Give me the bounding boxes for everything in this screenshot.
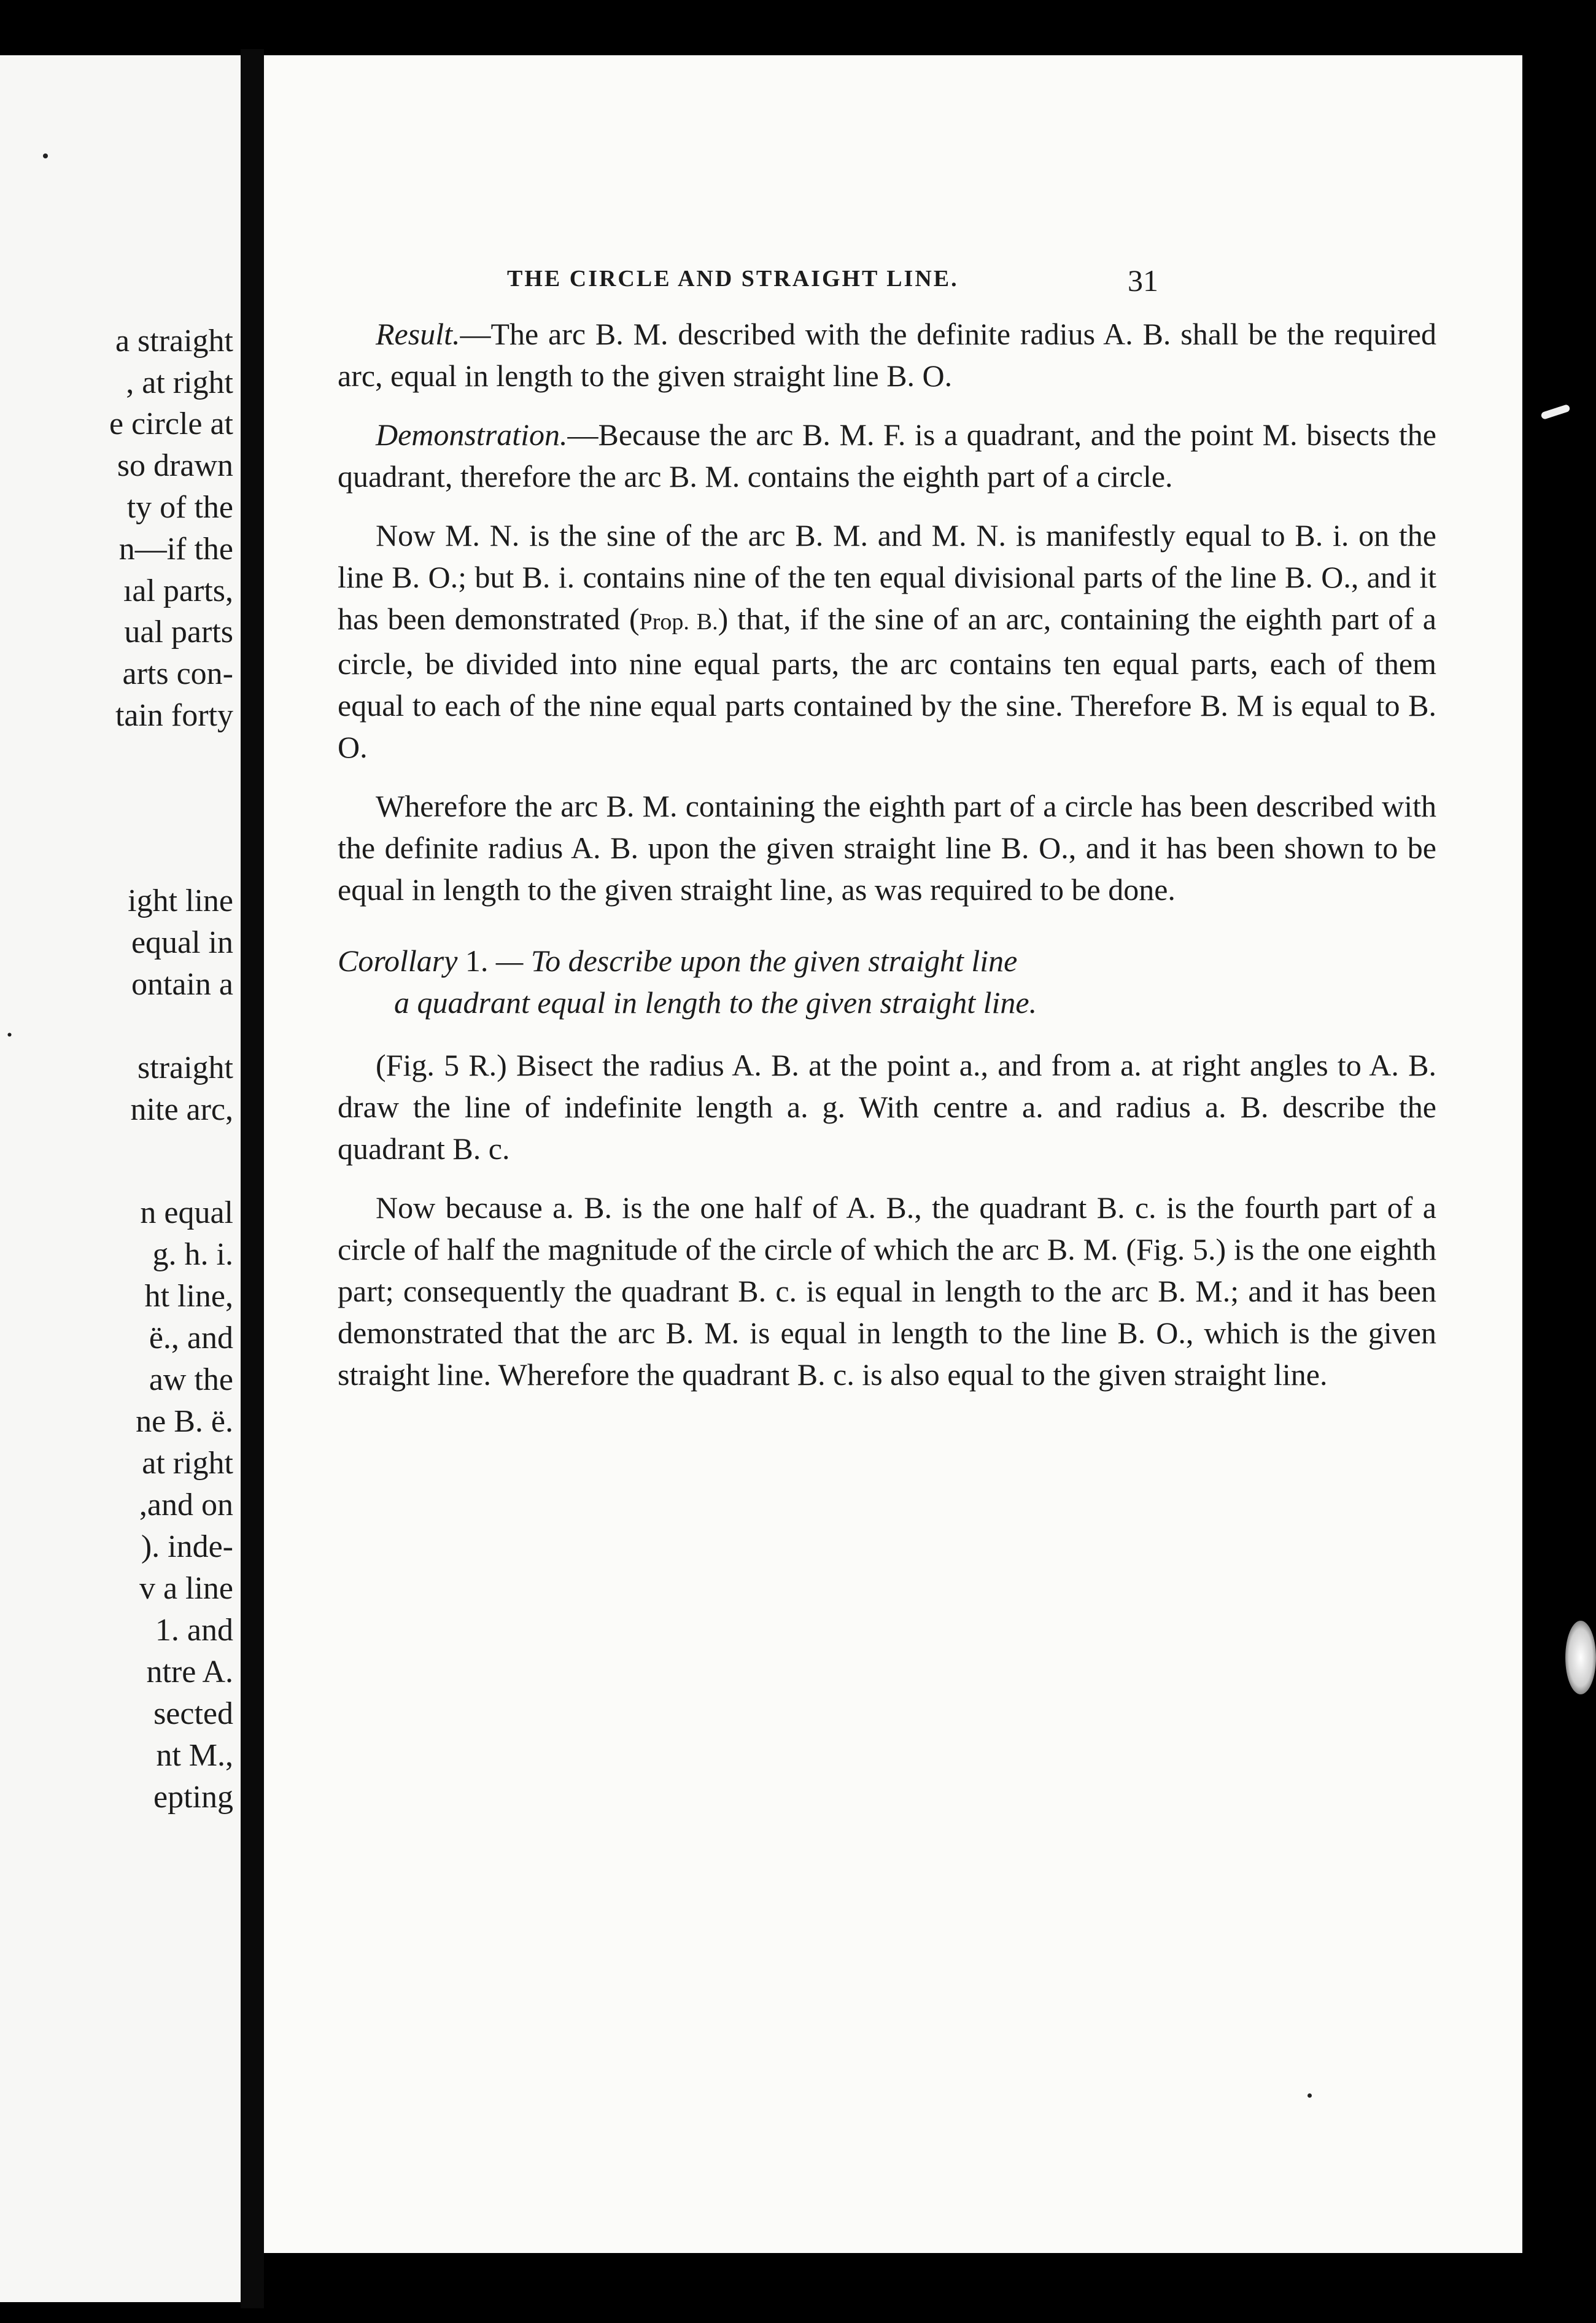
left-page-line: nt M., — [156, 1738, 233, 1773]
ink-speck — [43, 153, 48, 158]
left-page-line: n equal — [140, 1195, 233, 1230]
left-page-line: epting — [153, 1780, 233, 1815]
result-text: —The arc B. M. described with the definite radius A. B. shall be the required arc, equal in length to the given straight line B. O. — [338, 317, 1436, 393]
sine-paragraph — [338, 514, 1436, 768]
left-page-line: ight line — [128, 883, 233, 918]
left-page-line: ty of the — [126, 490, 233, 525]
left-page-line: ontain a — [131, 967, 233, 1002]
left-page-line: ıal parts, — [123, 573, 233, 608]
wherefore-paragraph: Wherefore the arc B. M. containing the eighth part of a circle has been described with the definite radius A. B. upon the given straight line B. O., and it has been shown to be equal in length to the given straight line, as was required to be done. — [338, 789, 1436, 907]
corollary-heading — [338, 940, 1436, 1023]
left-page-line: 1. and — [155, 1613, 233, 1648]
left-page-line: v a line — [139, 1571, 233, 1606]
left-page-line: straight — [138, 1050, 233, 1085]
corollary-label: Corollary — [338, 944, 458, 978]
left-page-line: . — [6, 1009, 14, 1044]
left-page-line: ). inde- — [141, 1529, 233, 1564]
left-page-line: ual parts — [124, 615, 233, 650]
figure-paragraph: (Fig. 5 R.) Bisect the radius A. B. at the point a., and from a. at right angles to A. B. draw the line of indefinite length a. g. With centre a. and radius a. B. describe the quadrant B. c. — [338, 1048, 1436, 1166]
book-page — [264, 55, 1522, 2253]
left-page-line: so drawn — [117, 448, 233, 483]
left-page-line: ë., and — [149, 1321, 233, 1355]
left-page-line: nite arc, — [130, 1092, 233, 1127]
page-number: 31 — [1128, 263, 1158, 298]
sine-paragraph-part1: Now M. N. is the sine of the arc B. M. and M. N. is manifestly equal to B. i. on the line B. O.; but B. i. contains nine of the ten equal divisional parts of the line B. O., and it has been demonstrated ( — [338, 518, 1436, 636]
left-page-line: , at right — [126, 365, 233, 400]
scan-speck — [1540, 404, 1570, 420]
left-page-line: a straight — [115, 324, 233, 359]
page-body — [338, 313, 1436, 1413]
left-page-line: equal in — [131, 925, 233, 960]
book-gutter — [241, 49, 264, 2308]
left-page-line: sected — [153, 1696, 233, 1731]
running-head: THE CIRCLE AND STRAIGHT LINE. — [507, 266, 959, 292]
left-page-line: ht line, — [144, 1279, 233, 1314]
left-page-line: ,and on — [139, 1487, 233, 1522]
left-page-line: n—if the — [118, 532, 233, 567]
left-page-line: tain forty — [115, 698, 233, 733]
left-page-line: ne B. ë. — [136, 1404, 233, 1439]
demonstration-paragraph — [338, 414, 1436, 497]
result-paragraph — [338, 313, 1436, 397]
left-page-line: g. h. i. — [152, 1237, 233, 1272]
proposition-reference: Prop. B. — [639, 609, 718, 635]
now-because-paragraph: Now because a. B. is the one half of A. B., the quadrant B. c. is the fourth part of a circle of half the magnitude of the circle of which the arc B. M. (Fig. 5.) is the one eighth part; consequently the quadrant B. c. is equal in length to the arc B. M.; and it has been demonstrated that the arc B. M. is equal in length to the line B. O., which is the given straight line. Wherefore the quadrant B. c. is also equal to the given straight line. — [338, 1190, 1436, 1392]
sine-paragraph-part2: ) that, if the sine of an arc, containing the eighth part of a circle, be divided into nine equal parts, the arc contains ten equal parts, each of them equal to each of the nine equal parts contained by the sine. Therefore B. M is equal to B. O. — [338, 602, 1436, 764]
left-page-line: e circle at — [109, 406, 233, 441]
corollary-line-1: — To describe upon the given straight line — [495, 944, 1018, 978]
corollary-line-2: a quadrant equal in length to the given straight line. — [394, 985, 1037, 1020]
ink-speck — [1307, 2093, 1312, 2098]
left-page-line: ntre A. — [146, 1654, 233, 1689]
previous-page-fragment — [0, 55, 241, 2302]
left-page-line: arts con- — [122, 656, 233, 691]
demonstration-label: Demonstration. — [376, 417, 568, 452]
left-page-line: at right — [142, 1446, 233, 1481]
left-page-line: aw the — [149, 1362, 233, 1397]
scan-glare — [1565, 1621, 1596, 1694]
corollary-number: 1. — [465, 944, 489, 978]
result-label: Result. — [376, 317, 460, 351]
demonstration-text: —Because the arc B. M. F. is a quadrant, and the point M. bisects the quadrant, therefore the arc B. M. contains the eighth part of a circle. — [338, 417, 1436, 494]
